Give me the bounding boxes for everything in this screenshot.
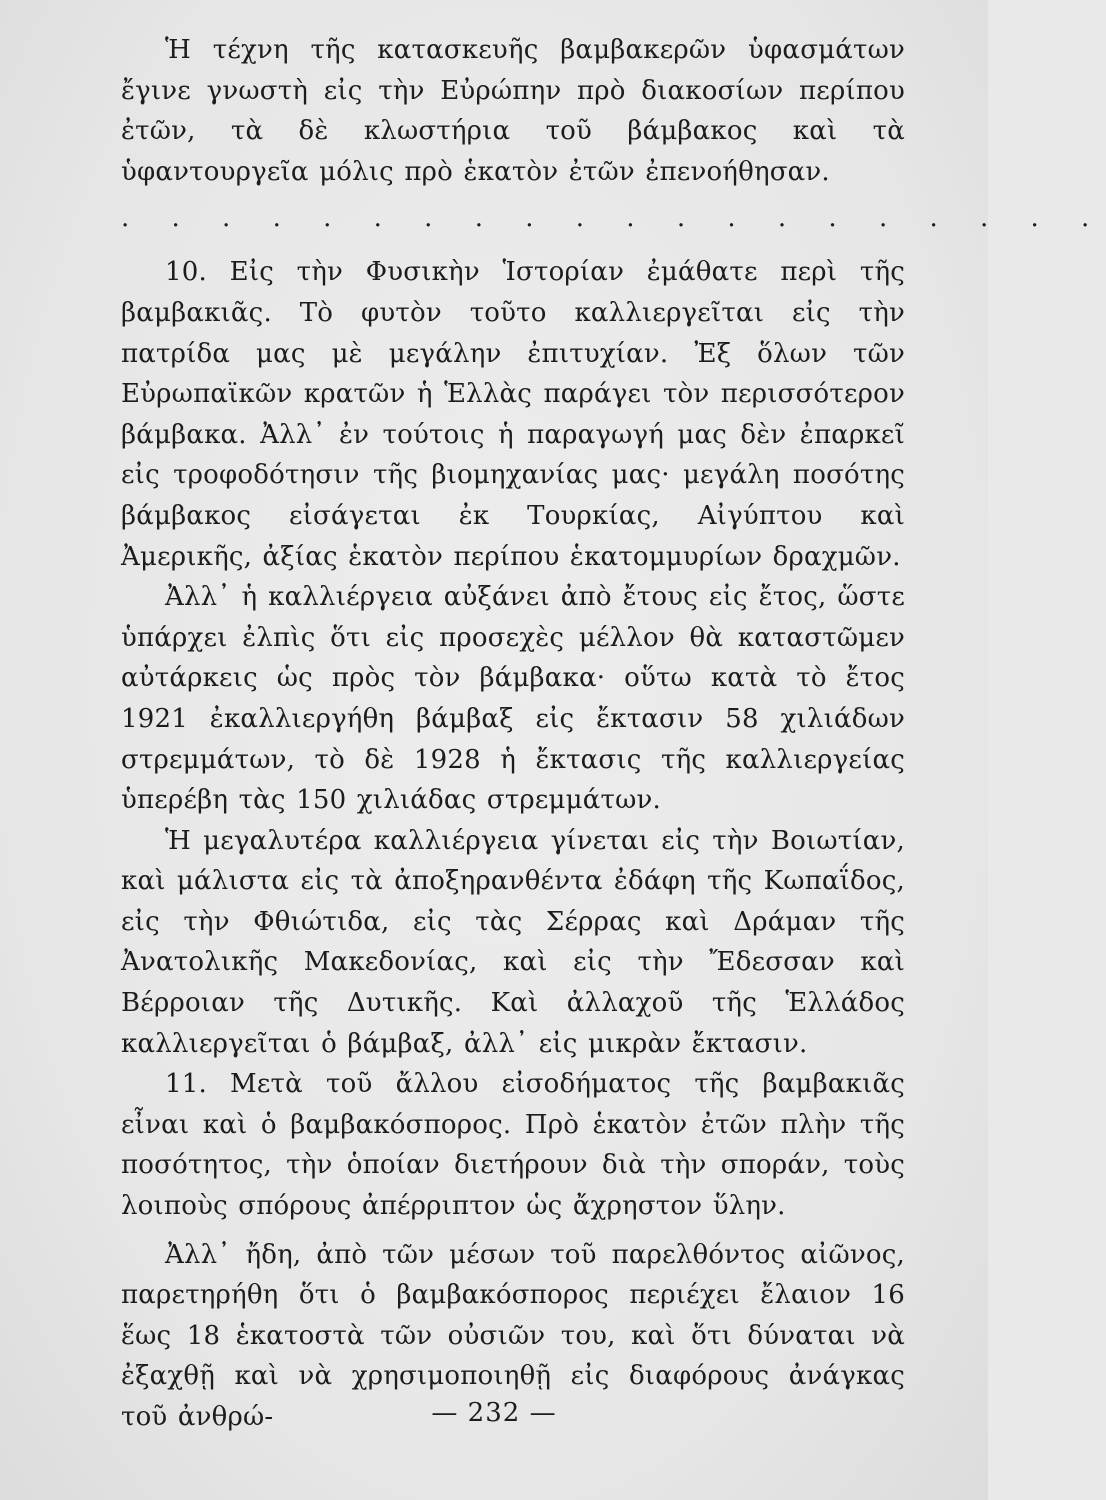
paragraph-section-10: 10. Εἰς τὴν Φυσικὴν Ἱστορίαν ἐμάθατε περὶ τῆς βαμβακιᾶς. Τὸ φυτὸν τοῦτο καλλιεργεῖται εἰς τὴν πατρίδα μας μὲ μεγάλην ἐπιτυχίαν. Ἐξ ὅλων τῶν Εὐρωπαϊκῶν κρατῶν ἡ Ἑλλὰς παράγει τὸν περισσότερον βάμβακα. Ἀλλ᾿ ἐν τούτοις ἡ παραγωγή μας δὲν ἐπαρκεῖ εἰς τροφοδότησιν τῆς βιομηχανίας μας· μεγάλη ποσότης βάμβακος εἰσάγεται ἐκ Τουρκίας, Αἰγύπτου καὶ Ἀμερικῆς, ἀξίας ἑκατὸν περίπου ἑκατομμυρίων δραχμῶν. [121, 257, 905, 572]
paragraph-cotton-textiles-history: Ἡ τέχνη τῆς κατασκευῆς βαμβακερῶν ὑφασμάτων ἔγινε γνωστὴ εἰς τὴν Εὐρώπην πρὸ διακοσίων περίπου ἐτῶν, τὰ δὲ κλωστήρια τοῦ βάμβακος καὶ τὰ ὑφαντουργεῖα μόλις πρὸ ἑκατὸν ἐτῶν ἐπενοήθησαν. [121, 35, 905, 187]
page-number: — 232 — [431, 1398, 557, 1428]
paragraph-cultivation-growth: Ἀλλ᾿ ἡ καλλιέργεια αὐξάνει ἀπὸ ἔτους εἰς ἔτος, ὥστε ὑπάρχει ἐλπὶς ὅτι εἰς προσεχὲς μέλλον θὰ καταστῶμεν αὐτάρκεις ὡς πρὸς τὸν βάμβακα· οὕτω κατὰ τὸ ἔτος 1921 ἐκαλλιεργήθη βάμβαξ εἰς ἔκτασιν 58 χιλιάδων στρεμμάτων, τὸ δὲ 1928 ἡ ἔκτασις τῆς καλλιεργείας ὑπερέβη τὰς 150 χιλιάδας στρεμμάτων. [121, 582, 905, 816]
ellipsis-text: . . . . . . . . . . . . . . . . . . . . [121, 203, 1106, 234]
spacer [121, 1227, 905, 1235]
text-column [121, 30, 1106, 1438]
spacer [121, 242, 905, 252]
paragraph-section-11: 11. Μετὰ τοῦ ἄλλου εἰσοδήματος τῆς βαμβακιᾶς εἶναι καὶ ὁ βαμβακόσπορος. Πρὸ ἑκατὸν ἐτῶν πλὴν τῆς ποσότητος, τὴν ὁποίαν διετήρουν διὰ τὴν σποράν, τοὺς λοιποὺς σπόρους ἀπέρριπτον ὡς ἄχρηστον ὕλην. [121, 1069, 905, 1222]
ellipsis-separator [121, 198, 1106, 242]
paragraph-cottonseed-oil: Ἀλλ᾿ ἤδη, ἀπὸ τῶν μέσων τοῦ παρελθόντος αἰῶνος, παρετηρήθη ὅτι ὁ βαμβακόσπορος περιέχει ἔλαιον 16 ἕως 18 ἑκατοστὰ τῶν οὐσιῶν του, καὶ ὅτι δύναται νὰ ἐξαχθῇ καὶ νὰ χρησιμοποιηθῇ εἰς διαφόρους ἀνάγκας τοῦ ἀνθρώ- [121, 1239, 905, 1432]
paragraph-cultivation-regions: Ἡ μεγαλυτέρα καλλιέργεια γίνεται εἰς τὴν Βοιωτίαν, καὶ μάλιστα εἰς τὰ ἀποξηρανθέντα ἐδάφη τῆς Κωπαΐδος, εἰς τὴν Φθιώτιδα, εἰς τὰς Σέρρας καὶ Δράμαν τῆς Ἀνατολικῆς Μακεδονίας, καὶ εἰς τὴν Ἔδεσσαν καὶ Βέρροιαν τῆς Δυτικῆς. Καὶ ἀλλαχοῦ τῆς Ἑλλάδος καλλιεργεῖται ὁ βάμβαξ, ἀλλ᾿ εἰς μικρὰν ἔκτασιν. [121, 825, 905, 1059]
